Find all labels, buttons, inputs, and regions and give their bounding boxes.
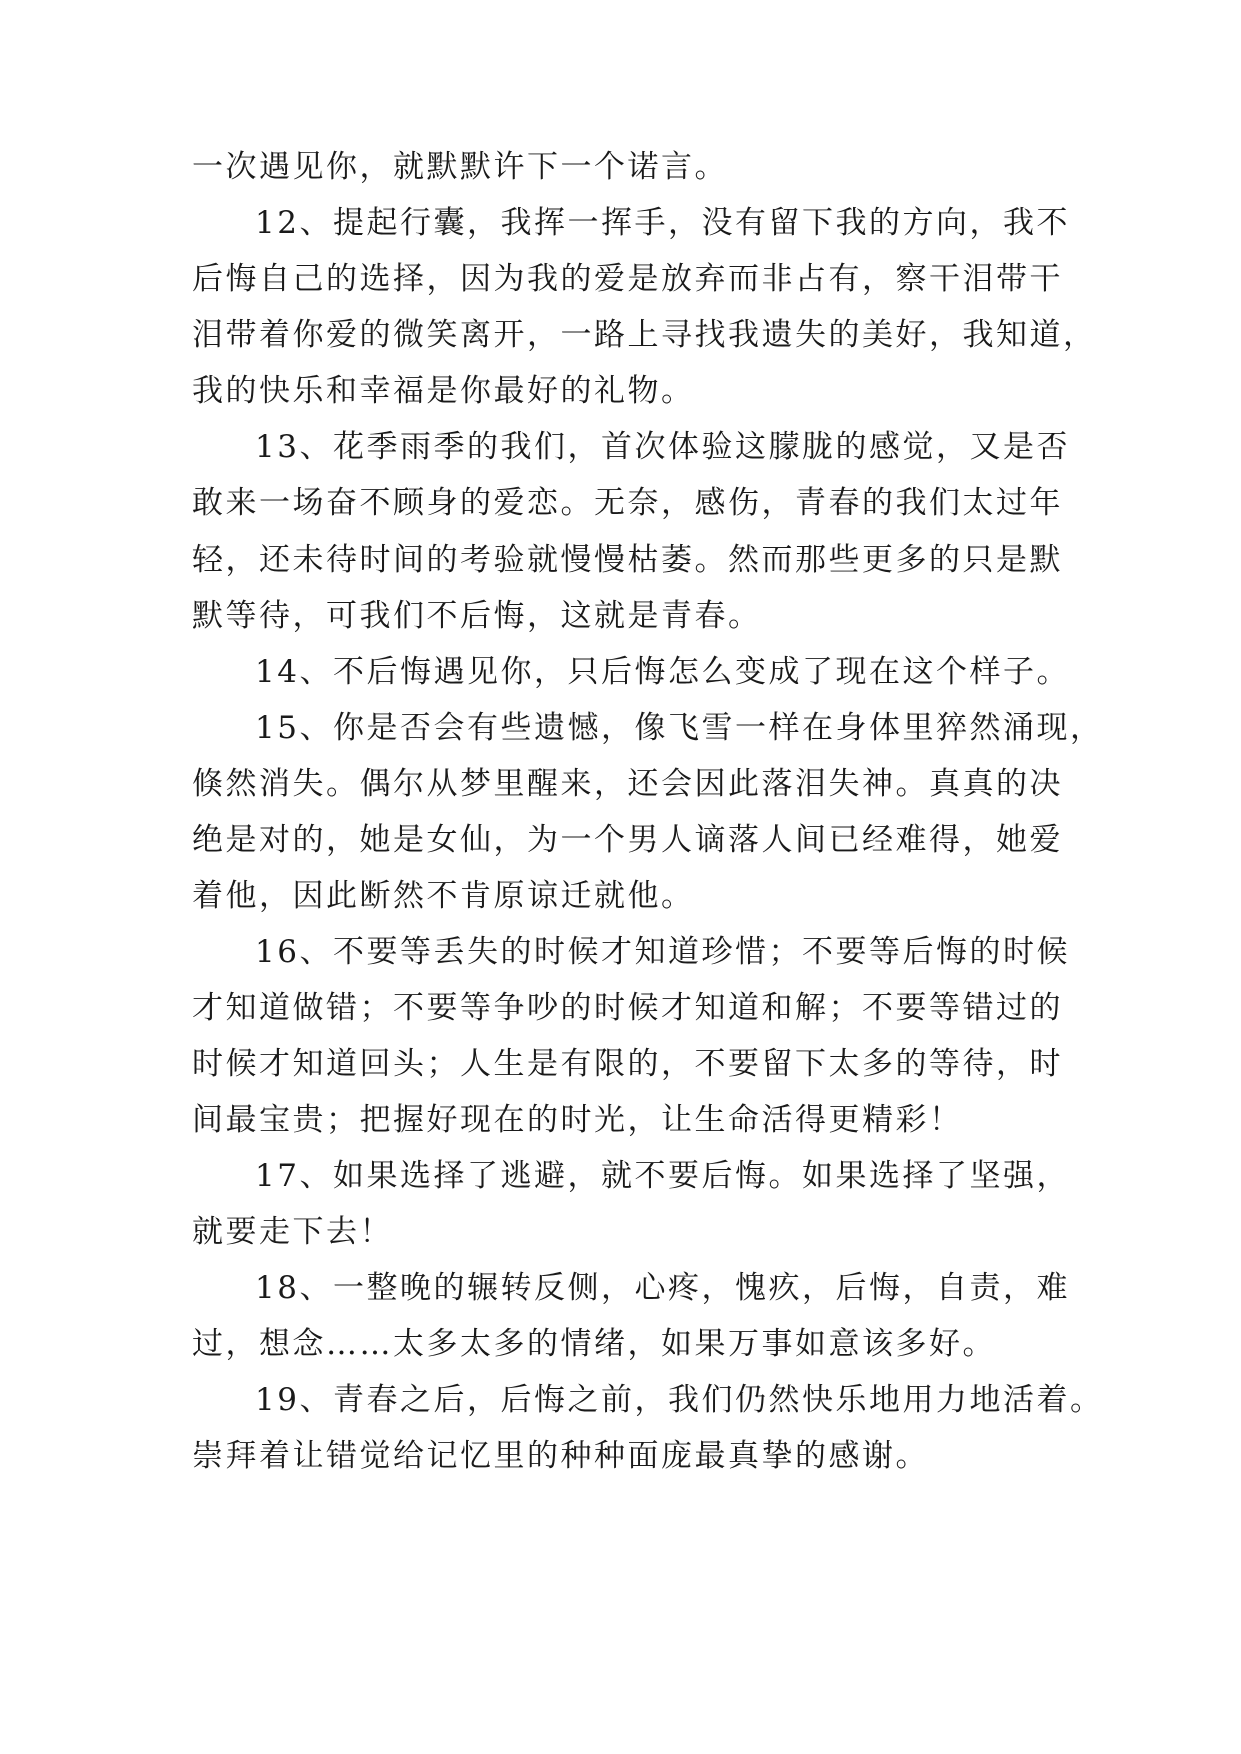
text-line: 倏然消失。偶尔从梦里醒来，还会因此落泪失神。真真的决 (192, 766, 1063, 802)
text-line: 19、青春之后，后悔之前，我们仍然快乐地用力地活着。 (255, 1382, 1104, 1418)
text-line: 着他，因此断然不肯原谅迁就他。 (192, 878, 695, 914)
text-line: 默等待，可我们不后悔，这就是青春。 (192, 598, 762, 634)
text-line: 12、提起行囊，我挥一挥手，没有留下我的方向，我不 (255, 205, 1070, 241)
text-line: 间最宝贵；把握好现在的时光，让生命活得更精彩！ (192, 1102, 963, 1138)
text-line: 泪带着你爱的微笑离开，一路上寻找我遗失的美好，我知道， (192, 317, 1097, 353)
text-line: 才知道做错；不要等争吵的时候才知道和解；不要等错过的 (192, 990, 1063, 1026)
text-line: 一次遇见你，就默默许下一个诺言。 (192, 149, 728, 185)
text-line: 14、不后悔遇见你，只后悔怎么变成了现在这个样子。 (255, 654, 1070, 690)
text-line: 18、一整晚的辗转反侧，心疼，愧疚，后悔，自责，难 (255, 1270, 1070, 1306)
text-line: 时候才知道回头；人生是有限的，不要留下太多的等待，时 (192, 1046, 1063, 1082)
text-line: 15、你是否会有些遗憾，像飞雪一样在身体里猝然涌现， (255, 710, 1104, 746)
text-line: 我的快乐和幸福是你最好的礼物。 (192, 373, 695, 409)
text-line: 轻，还未待时间的考验就慢慢枯萎。然而那些更多的只是默 (192, 542, 1063, 578)
text-line: 绝是对的，她是女仙，为一个男人谪落人间已经难得，她爱 (192, 822, 1063, 858)
text-line: 16、不要等丢失的时候才知道珍惜；不要等后悔的时候 (255, 934, 1070, 970)
text-line: 敢来一场奋不顾身的爱恋。无奈，感伤，青春的我们太过年 (192, 485, 1063, 521)
text-line: 过，想念……太多太多的情绪，如果万事如意该多好。 (192, 1326, 996, 1362)
text-line: 崇拜着让错觉给记忆里的种种面庞最真挚的感谢。 (192, 1438, 929, 1474)
text-line: 就要走下去！ (192, 1214, 393, 1250)
text-line: 13、花季雨季的我们，首次体验这朦胧的感觉，又是否 (255, 429, 1070, 465)
text-line: 17、如果选择了逃避，就不要后悔。如果选择了坚强， (255, 1158, 1070, 1194)
text-line: 后悔自己的选择，因为我的爱是放弃而非占有，察干泪带干 (192, 261, 1063, 297)
